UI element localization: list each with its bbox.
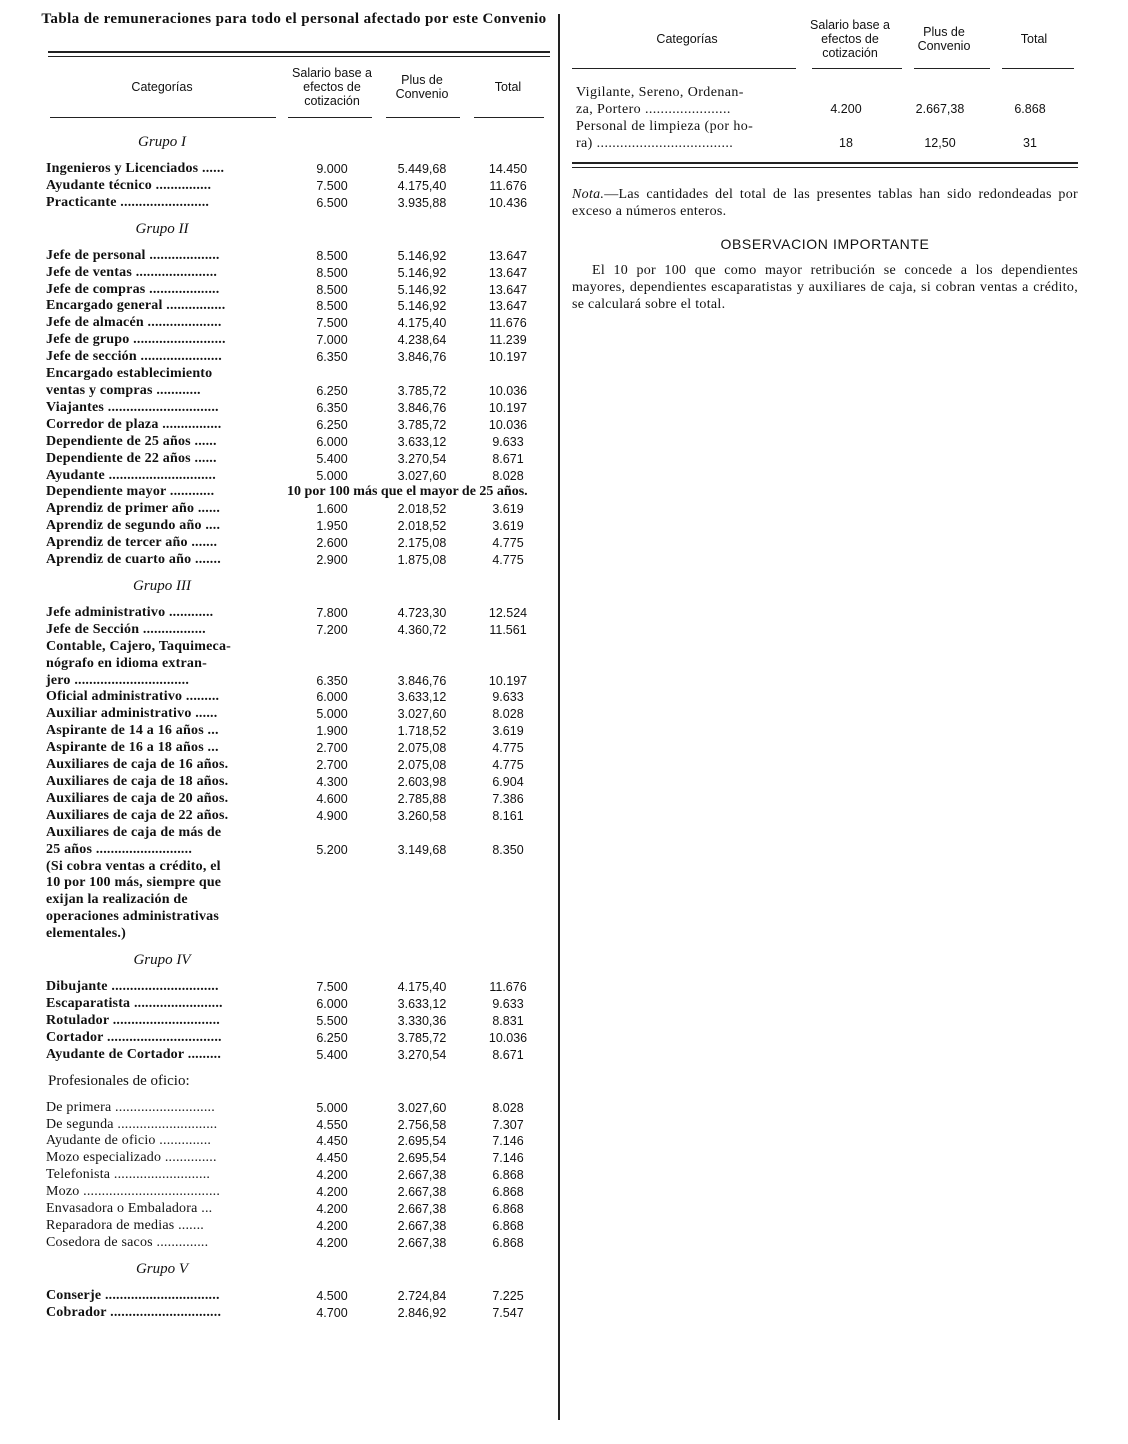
row-total: 12.524 bbox=[488, 605, 528, 620]
row-salario: 7.500 bbox=[316, 980, 348, 995]
row-total: 8.671 bbox=[492, 1047, 524, 1062]
row-salario: 9.000 bbox=[316, 162, 348, 176]
row-category: Jefe de almacén .................... bbox=[46, 315, 222, 331]
row-plus: 4.175,40 bbox=[397, 980, 447, 995]
table-row bbox=[572, 84, 1078, 118]
row-total: 13.647 bbox=[488, 265, 528, 280]
row-category: Ayudante de oficio .............. bbox=[46, 1133, 212, 1149]
row-total: 8.671 bbox=[492, 451, 524, 466]
right-column bbox=[572, 10, 1078, 313]
row-total: 10.197 bbox=[488, 400, 528, 415]
row-salario: 1.600 bbox=[316, 502, 348, 517]
row-total: 8.161 bbox=[492, 808, 524, 823]
row-plus: 1.718,52 bbox=[397, 724, 447, 739]
table-title: Tabla de remuneraciones para todo el personal afectado por este Convenio bbox=[41, 11, 547, 27]
row-total: 7.225 bbox=[492, 1288, 524, 1303]
row-category: Auxiliares de caja de 16 años. bbox=[46, 757, 229, 773]
table-row bbox=[38, 298, 550, 315]
row-category: Oficial administrativo ......... bbox=[46, 689, 220, 705]
row-note: 10 por 100 más que el mayor de 25 años. bbox=[287, 484, 528, 500]
table-row bbox=[38, 248, 550, 265]
row-salario: 8.500 bbox=[316, 282, 348, 297]
row-plus: 3.149,68 bbox=[397, 842, 447, 857]
row-plus: 2.075,08 bbox=[397, 741, 447, 756]
row-total: 8.028 bbox=[492, 707, 524, 722]
table-row bbox=[38, 706, 550, 723]
row-plus: 5.146,92 bbox=[397, 299, 447, 314]
row-total: 9.633 bbox=[492, 996, 524, 1011]
row-salario: 8.500 bbox=[316, 265, 348, 280]
table-row bbox=[38, 605, 550, 622]
table-row bbox=[38, 723, 550, 740]
row-total: 4.775 bbox=[492, 536, 524, 551]
row-salario: 5.000 bbox=[316, 1100, 348, 1115]
row-category: Mozo especializado .............. bbox=[46, 1150, 217, 1166]
observacion-text: El 10 por 100 que como mayor retribución se concede a los dependientes mayores, dependientes escaparatistas y auxiliares de caja, si cobran ventas a crédito, se calculará sobre el total. bbox=[572, 263, 1078, 312]
nota-label: Nota. bbox=[572, 187, 605, 202]
right-header-categorias: Categorías bbox=[656, 32, 718, 46]
table-row bbox=[38, 451, 550, 468]
row-plus: 3.935,88 bbox=[397, 195, 447, 210]
table-row bbox=[38, 774, 550, 791]
row-category: Jefe de sección ...................... bbox=[46, 349, 222, 365]
row-total: 6.904 bbox=[492, 775, 524, 789]
table-row bbox=[38, 996, 550, 1013]
row-category: Jefe de personal ................... bbox=[46, 247, 220, 263]
row-plus: 2.018,52 bbox=[397, 502, 447, 517]
table-row bbox=[572, 118, 1078, 152]
right-header-plus: Plus de Convenio bbox=[917, 25, 971, 53]
row-plus: 2.667,38 bbox=[397, 1168, 447, 1183]
row-category: Cortador ............................... bbox=[46, 1029, 222, 1045]
row-salario: 6.000 bbox=[316, 434, 348, 449]
table-row bbox=[38, 265, 550, 282]
row-category: Personal de limpieza (por ho- ra) ................................... bbox=[576, 119, 754, 151]
header-underlines bbox=[38, 117, 550, 121]
row-plus: 3.330,36 bbox=[397, 1013, 447, 1028]
row-total: 7.146 bbox=[492, 1151, 524, 1166]
right-table-body bbox=[572, 84, 1078, 152]
table-row bbox=[38, 315, 550, 332]
row-total: 10.036 bbox=[488, 417, 528, 432]
row-plus: 5.146,92 bbox=[397, 282, 447, 297]
row-salario: 4.200 bbox=[830, 102, 862, 116]
row-category: Aspirante de 14 a 16 años ... bbox=[46, 723, 219, 739]
table-row bbox=[38, 1030, 550, 1047]
row-salario: 6.250 bbox=[316, 1030, 348, 1045]
row-salario: 4.200 bbox=[316, 1235, 348, 1250]
row-category: Dependiente mayor ............ bbox=[46, 484, 215, 500]
table-row bbox=[38, 1117, 550, 1134]
row-total: 6.868 bbox=[1014, 102, 1046, 116]
row-total: 3.619 bbox=[492, 724, 524, 739]
row-category: De primera ........................... bbox=[46, 1099, 215, 1115]
row-category: Ingenieros y Licenciados ...... bbox=[46, 161, 225, 176]
row-plus: 2.018,52 bbox=[397, 519, 447, 534]
row-plus: 2.695,54 bbox=[397, 1134, 447, 1149]
row-total: 8.028 bbox=[492, 468, 524, 483]
table-row bbox=[38, 178, 550, 195]
row-total: 4.775 bbox=[492, 553, 524, 568]
row-plus: 12,50 bbox=[924, 136, 956, 150]
table-row bbox=[38, 1305, 550, 1322]
table-row bbox=[38, 366, 550, 400]
row-category: Aprendiz de segundo año .... bbox=[46, 518, 221, 534]
row-salario: 4.200 bbox=[316, 1218, 348, 1233]
row-plus: 4.175,40 bbox=[397, 316, 447, 331]
table-row bbox=[38, 1167, 550, 1184]
table-row bbox=[38, 757, 550, 774]
row-category: Dependiente de 22 años ...... bbox=[46, 450, 217, 466]
row-plus: 3.027,60 bbox=[397, 707, 447, 722]
table-row bbox=[38, 689, 550, 706]
row-plus: 2.075,08 bbox=[397, 758, 447, 773]
column-divider bbox=[558, 14, 560, 1420]
table-body bbox=[38, 129, 550, 1322]
row-category: Ayudante ............................. bbox=[46, 467, 216, 483]
table-row bbox=[38, 622, 550, 639]
row-total: 14.450 bbox=[488, 162, 528, 176]
right-header-salario: Salario base a efectos de cotización bbox=[810, 18, 890, 60]
row-total: 11.676 bbox=[489, 316, 527, 331]
table-row bbox=[38, 825, 550, 859]
row-salario: 4.200 bbox=[316, 1168, 348, 1183]
table-header bbox=[38, 57, 550, 117]
row-plus: 5.146,92 bbox=[397, 265, 447, 280]
row-total: 10.036 bbox=[488, 383, 528, 398]
row-category: Jefe de Sección ................. bbox=[46, 621, 206, 637]
table-row bbox=[38, 1218, 550, 1235]
row-category: Reparadora de medias ....... bbox=[46, 1217, 204, 1233]
row-plus: 4.723,30 bbox=[397, 605, 447, 620]
row-salario: 2.700 bbox=[316, 741, 348, 756]
table-row bbox=[38, 332, 550, 349]
row-total: 7.547 bbox=[492, 1305, 524, 1320]
row-category: Auxiliares de caja de 22 años. bbox=[46, 807, 229, 823]
row-salario: 4.500 bbox=[316, 1288, 348, 1303]
row-salario: 5.400 bbox=[316, 1047, 348, 1062]
nota-text: —Las cantidades del total de las presentes tablas han sido redondeadas por exceso a números enteros. bbox=[572, 187, 1078, 219]
row-category: Jefe de compras ................... bbox=[46, 281, 220, 297]
row-total: 6.868 bbox=[492, 1185, 524, 1200]
row-salario: 4.200 bbox=[316, 1202, 348, 1217]
row-salario: 4.450 bbox=[316, 1134, 348, 1149]
row-salario: 6.250 bbox=[316, 383, 348, 398]
row-category: Encargado establecimiento ventas y compras ............ bbox=[46, 366, 213, 398]
row-salario: 1.950 bbox=[316, 519, 348, 534]
row-salario: 4.300 bbox=[316, 775, 348, 789]
right-table-header bbox=[572, 10, 1078, 68]
row-salario: 5.000 bbox=[316, 468, 348, 483]
table-row bbox=[38, 979, 550, 996]
table-row bbox=[38, 740, 550, 757]
table-row bbox=[38, 808, 550, 825]
row-category: De segunda ........................... bbox=[46, 1116, 218, 1132]
row-salario: 6.500 bbox=[316, 195, 348, 210]
row-salario: 6.350 bbox=[316, 350, 348, 365]
row-plus: 2.667,38 bbox=[397, 1185, 447, 1200]
row-category: Dibujante ............................. bbox=[46, 979, 219, 995]
observacion-title: OBSERVACION IMPORTANTE bbox=[720, 236, 930, 252]
row-total: 11.676 bbox=[489, 980, 527, 995]
row-salario: 7.000 bbox=[316, 333, 348, 348]
table-row bbox=[38, 518, 550, 535]
row-category: Contable, Cajero, Taquimeca- nógrafo en idioma extran- jero ............................... bbox=[46, 638, 232, 688]
row-salario: 4.550 bbox=[316, 1117, 348, 1132]
row-plus: 2.756,58 bbox=[397, 1117, 447, 1132]
row-total: 6.868 bbox=[492, 1202, 524, 1217]
table-row bbox=[38, 501, 550, 518]
row-total: 10.197 bbox=[488, 673, 528, 688]
row-total: 8.350 bbox=[492, 842, 524, 857]
row-plus: 2.175,08 bbox=[397, 536, 447, 551]
row-plus: 3.633,12 bbox=[397, 690, 447, 705]
row-salario: 1.900 bbox=[316, 724, 348, 739]
row-total: 11.239 bbox=[489, 333, 527, 348]
row-salario: 8.500 bbox=[316, 248, 348, 263]
row-total: 4.775 bbox=[492, 741, 524, 756]
row-category: Encargado general ................ bbox=[46, 298, 226, 314]
right-table-bottom-rule bbox=[572, 162, 1078, 168]
row-category: Auxiliar administrativo ...... bbox=[46, 706, 218, 722]
table-row bbox=[38, 349, 550, 366]
row-plus: 3.846,76 bbox=[397, 350, 447, 365]
row-plus: 4.175,40 bbox=[397, 178, 447, 193]
row-salario: 6.250 bbox=[316, 417, 348, 432]
table-row bbox=[38, 1150, 550, 1167]
row-category: Aspirante de 16 a 18 años ... bbox=[46, 740, 219, 756]
row-salario: 2.600 bbox=[316, 536, 348, 551]
row-salario: 6.350 bbox=[316, 400, 348, 415]
row-total: 10.197 bbox=[488, 350, 528, 365]
row-salario: 5.200 bbox=[316, 842, 348, 857]
row-category: Mozo ..................................... bbox=[46, 1184, 221, 1200]
table-row bbox=[38, 161, 550, 178]
row-category: Ayudante de Cortador ......... bbox=[46, 1046, 222, 1062]
row-total: 6.868 bbox=[492, 1168, 524, 1183]
header-total: Total bbox=[494, 80, 522, 94]
table-row bbox=[38, 400, 550, 417]
row-category: Conserje ............................... bbox=[46, 1287, 220, 1303]
table-row bbox=[38, 434, 550, 451]
row-plus: 5.146,92 bbox=[397, 248, 447, 263]
row-plus: 3.027,60 bbox=[397, 468, 447, 483]
row-plus: 4.238,64 bbox=[397, 333, 447, 348]
row-plus: 2.695,54 bbox=[397, 1151, 447, 1166]
row-total: 7.146 bbox=[492, 1134, 524, 1149]
row-salario: 4.900 bbox=[316, 808, 348, 823]
row-total: 13.647 bbox=[488, 248, 528, 263]
row-salario: 6.350 bbox=[316, 673, 348, 688]
row-category: Jefe de ventas ...................... bbox=[46, 264, 218, 280]
row-total: 9.633 bbox=[492, 690, 524, 705]
row-total: 6.868 bbox=[492, 1218, 524, 1233]
row-salario: 8.500 bbox=[316, 299, 348, 314]
row-plus: 1.875,08 bbox=[397, 553, 447, 568]
table-row bbox=[38, 859, 550, 944]
left-column bbox=[38, 10, 550, 1322]
right-header-total: Total bbox=[1020, 32, 1048, 46]
row-plus: 2.603,98 bbox=[397, 775, 447, 789]
row-plus: 2.667,38 bbox=[397, 1235, 447, 1250]
row-total: 13.647 bbox=[488, 299, 528, 314]
row-total: 11.676 bbox=[489, 178, 527, 193]
table-row bbox=[38, 1100, 550, 1117]
table-row bbox=[38, 639, 550, 690]
row-category: Corredor de plaza ................ bbox=[46, 416, 222, 432]
row-category: Aprendiz de cuarto año ....... bbox=[46, 552, 221, 568]
row-plus: 2.667,38 bbox=[915, 102, 965, 116]
row-salario: 5.400 bbox=[316, 451, 348, 466]
row-plus: 2.846,92 bbox=[397, 1305, 447, 1320]
row-plus: 3.846,76 bbox=[397, 400, 447, 415]
row-salario: 4.450 bbox=[316, 1151, 348, 1166]
row-salario: 2.700 bbox=[316, 758, 348, 773]
table-row bbox=[38, 791, 550, 808]
row-category: Auxiliares de caja de más de 25 años .......................... bbox=[46, 824, 222, 857]
row-salario: 4.200 bbox=[316, 1185, 348, 1200]
row-category: Practicante ........................ bbox=[46, 194, 210, 210]
row-total: 4.775 bbox=[492, 758, 524, 773]
table-row bbox=[38, 1133, 550, 1150]
row-plus: 3.633,12 bbox=[397, 434, 447, 449]
row-category: Cobrador .............................. bbox=[46, 1304, 222, 1320]
table-row bbox=[38, 1201, 550, 1218]
row-category: Telefonista .......................... bbox=[46, 1167, 211, 1183]
row-salario: 7.500 bbox=[316, 178, 348, 193]
table-row bbox=[38, 417, 550, 434]
table-row bbox=[38, 1184, 550, 1201]
row-total: 10.436 bbox=[488, 195, 528, 210]
row-salario: 4.600 bbox=[316, 791, 348, 806]
row-total: 3.619 bbox=[492, 519, 524, 534]
row-plus: 3.260,58 bbox=[397, 808, 447, 823]
group-heading: Grupo I bbox=[138, 134, 186, 150]
row-plus: 2.667,38 bbox=[397, 1218, 447, 1233]
row-plus: 2.785,88 bbox=[397, 791, 447, 806]
row-plus: 5.449,68 bbox=[397, 162, 447, 176]
group-heading: Grupo III bbox=[133, 577, 191, 594]
row-plus: 2.724,84 bbox=[397, 1288, 447, 1303]
table-row bbox=[38, 195, 550, 212]
row-total: 13.647 bbox=[488, 282, 528, 297]
row-category: Auxiliares de caja de 20 años. bbox=[46, 790, 229, 806]
row-total: 8.831 bbox=[492, 1013, 524, 1028]
row-total: 6.868 bbox=[492, 1235, 524, 1250]
row-plus: 3.785,72 bbox=[397, 1030, 447, 1045]
row-total: 31 bbox=[1023, 136, 1037, 150]
row-total: 9.633 bbox=[492, 434, 524, 449]
header-categorias: Categorías bbox=[131, 80, 193, 94]
row-total: 10.036 bbox=[488, 1030, 528, 1045]
row-category: Ayudante técnico ............... bbox=[46, 177, 212, 193]
row-salario: 18 bbox=[839, 136, 853, 150]
row-category: (Si cobra ventas a crédito, el 10 por 100 más, siempre que exijan la realización de operaciones administrativas elementales.) bbox=[46, 858, 222, 942]
row-category: Dependiente de 25 años ...... bbox=[46, 433, 217, 449]
row-category: Auxiliares de caja de 18 años. bbox=[46, 774, 229, 789]
header-salario: Salario base a efectos de cotización bbox=[292, 66, 372, 108]
table-row bbox=[38, 552, 550, 569]
header-plus: Plus de Convenio bbox=[395, 73, 449, 101]
row-category: Viajantes .............................. bbox=[46, 399, 219, 415]
row-salario: 5.000 bbox=[316, 707, 348, 722]
row-category: Aprendiz de tercer año ....... bbox=[46, 535, 218, 551]
table-row bbox=[38, 468, 550, 485]
row-category: Envasadora o Embaladora ... bbox=[46, 1201, 213, 1217]
row-plus: 3.846,76 bbox=[397, 673, 447, 688]
row-salario: 5.500 bbox=[316, 1013, 348, 1028]
row-salario: 7.500 bbox=[316, 316, 348, 331]
row-salario: 7.200 bbox=[316, 622, 348, 637]
row-category: Jefe administrativo ............ bbox=[46, 604, 214, 620]
table-row bbox=[38, 484, 550, 501]
table-row bbox=[38, 1047, 550, 1064]
row-category: Escaparatista ........................ bbox=[46, 995, 223, 1011]
row-category: Rotulador ............................. bbox=[46, 1012, 220, 1028]
group-heading: Grupo IV bbox=[133, 952, 191, 969]
row-salario: 7.800 bbox=[316, 605, 348, 620]
table-row bbox=[38, 1013, 550, 1030]
row-category: Vigilante, Sereno, Ordenan- za, Portero ...................... bbox=[576, 85, 744, 117]
row-total: 11.561 bbox=[489, 622, 527, 637]
row-plus: 3.785,72 bbox=[397, 417, 447, 432]
row-plus: 3.785,72 bbox=[397, 383, 447, 398]
row-salario: 4.700 bbox=[316, 1305, 348, 1320]
row-category: Jefe de grupo ......................... bbox=[46, 332, 226, 348]
row-total: 7.386 bbox=[492, 791, 524, 806]
row-total: 7.307 bbox=[492, 1117, 524, 1132]
row-salario: 6.000 bbox=[316, 996, 348, 1011]
row-plus: 3.633,12 bbox=[397, 996, 447, 1011]
row-plus: 3.270,54 bbox=[397, 451, 447, 466]
nota-paragraph bbox=[572, 186, 1078, 220]
row-salario: 6.000 bbox=[316, 690, 348, 705]
table-row bbox=[38, 1235, 550, 1252]
group-heading: Grupo V bbox=[135, 1260, 189, 1277]
row-plus: 2.667,38 bbox=[397, 1202, 447, 1217]
right-header-underlines bbox=[572, 68, 1078, 72]
row-total: 3.619 bbox=[492, 502, 524, 517]
group-heading: Profesionales de oficio: bbox=[48, 1072, 190, 1089]
row-category: Cosedora de sacos .............. bbox=[46, 1234, 209, 1250]
row-plus: 4.360,72 bbox=[397, 622, 447, 637]
row-category: Aprendiz de primer año ...... bbox=[46, 501, 221, 517]
table-row bbox=[38, 282, 550, 299]
table-row bbox=[38, 535, 550, 552]
row-total: 8.028 bbox=[492, 1100, 524, 1115]
row-plus: 3.270,54 bbox=[397, 1047, 447, 1062]
group-heading: Grupo II bbox=[135, 220, 189, 237]
table-row bbox=[38, 1288, 550, 1305]
row-plus: 3.027,60 bbox=[397, 1100, 447, 1115]
row-salario: 2.900 bbox=[316, 553, 348, 568]
